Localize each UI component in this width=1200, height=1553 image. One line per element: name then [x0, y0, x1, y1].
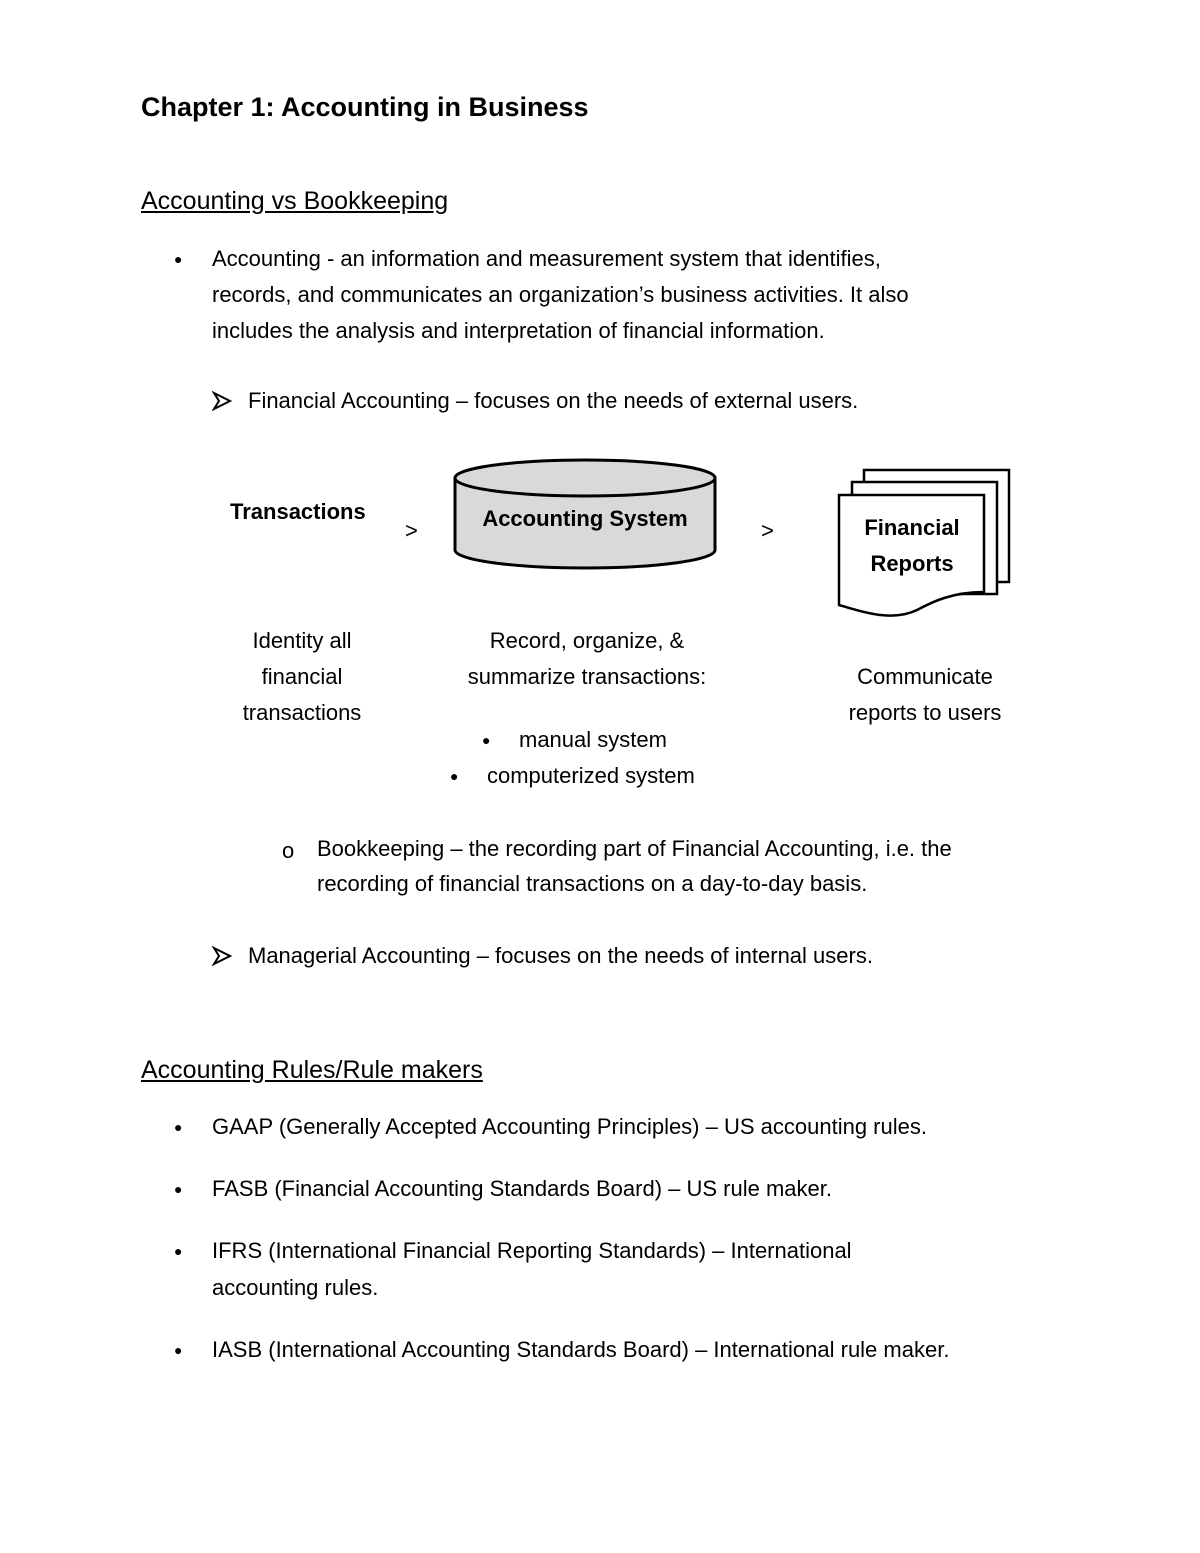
bullet-icon: ●	[174, 1119, 183, 1135]
diagram-arrow-2: >	[761, 518, 774, 543]
accounting-system-label: Accounting System	[482, 506, 688, 531]
section-heading-accounting-vs-bookkeeping: Accounting vs Bookkeeping	[141, 187, 449, 215]
diagram-bullet-manual: manual system	[519, 727, 667, 752]
rule-item-ifrs: IFRS (International Financial Reporting Standards) – International	[212, 1238, 852, 1263]
diagram-col1-text: Identity all	[252, 628, 352, 653]
financial-accounting-item: Financial Accounting – focuses on the needs of external users.	[248, 388, 859, 413]
rule-item-ifrs: accounting rules.	[212, 1275, 379, 1300]
diagram-col3-text: Communicate	[857, 664, 993, 689]
accounting-definition-line: Accounting - an information and measurement system that identifies,	[212, 246, 881, 271]
managerial-accounting-item: Managerial Accounting – focuses on the needs of internal users.	[248, 943, 873, 968]
circle-bullet-icon: o	[282, 838, 295, 863]
diagram-col2-text: Record, organize, &	[489, 628, 685, 653]
bullet-icon: ●	[174, 1342, 183, 1358]
arrowhead-bullet-icon	[212, 946, 232, 966]
financial-reports-label: Reports	[870, 551, 954, 576]
financial-reports-document-icon	[832, 462, 1017, 627]
section-heading-rules: Accounting Rules/Rule makers	[141, 1056, 483, 1084]
page-title: Chapter 1: Accounting in Business	[141, 92, 589, 122]
diagram-col2-text: summarize transactions:	[467, 664, 707, 689]
rule-item-gaap: GAAP (Generally Accepted Accounting Principles) – US accounting rules.	[212, 1114, 927, 1139]
rule-item-fasb: FASB (Financial Accounting Standards Board) – US rule maker.	[212, 1176, 832, 1201]
diagram-col3-text: reports to users	[848, 700, 1002, 725]
bullet-icon: ●	[482, 732, 491, 748]
bullet-icon: ●	[174, 1243, 183, 1259]
rule-item-iasb: IASB (International Accounting Standards Board) – International rule maker.	[212, 1337, 950, 1362]
arrowhead-bullet-icon	[212, 391, 232, 411]
bookkeeping-line: Bookkeeping – the recording part of Financial Accounting, i.e. the	[317, 836, 952, 861]
accounting-definition-line: records, and communicates an organization’s business activities. It also	[212, 282, 909, 307]
diagram-col1-text: financial	[261, 664, 343, 689]
bookkeeping-line: recording of financial transactions on a day-to-day basis.	[317, 871, 868, 896]
diagram-col1-text: transactions	[242, 700, 362, 725]
bullet-icon: ●	[174, 1181, 183, 1197]
diagram-bullet-computerized: computerized system	[487, 763, 695, 788]
bullet-icon: ●	[174, 251, 183, 267]
accounting-definition-line: includes the analysis and interpretation of financial information.	[212, 318, 825, 343]
diagram-transactions-label: Transactions	[230, 499, 366, 524]
bullet-icon: ●	[450, 768, 459, 784]
financial-reports-label: Financial	[864, 515, 960, 540]
diagram-arrow-1: >	[405, 518, 418, 543]
